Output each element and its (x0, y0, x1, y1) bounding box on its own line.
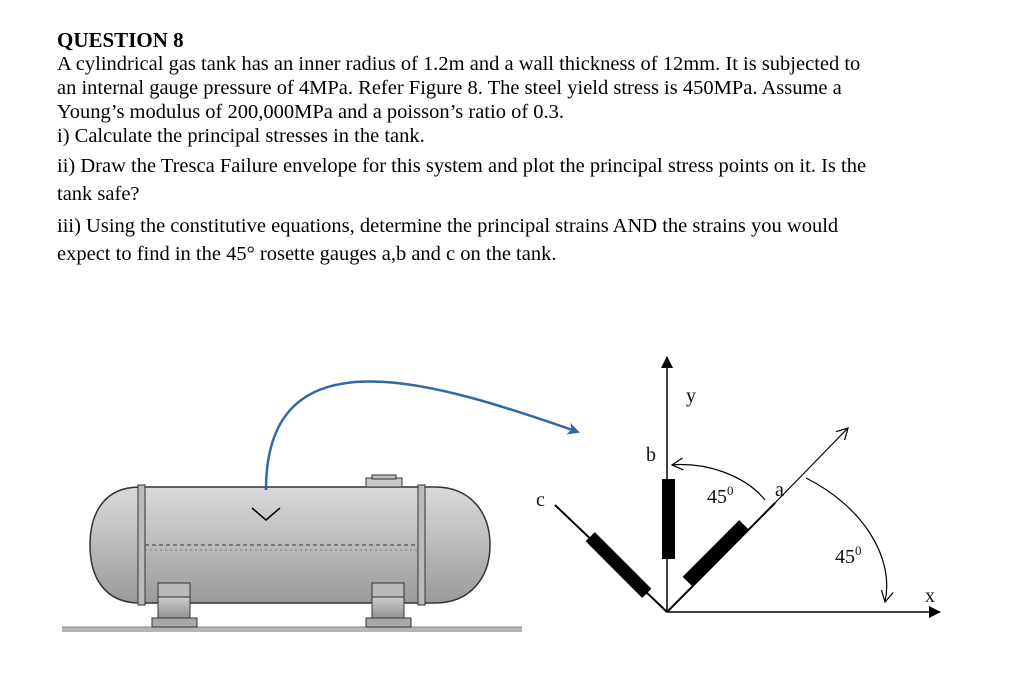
angle-1-value: 45 (707, 486, 727, 508)
gauge-a (667, 503, 775, 612)
callout-arrow (266, 381, 578, 490)
gas-tank (90, 475, 490, 605)
angle-2-superscript: 0 (855, 543, 862, 558)
principal-direction-arrow (773, 428, 848, 505)
axis-y-label: y (686, 385, 696, 407)
angle-1-superscript: 0 (727, 483, 734, 498)
question-text-line-2: an internal gauge pressure of 4MPa. Refer Figure 8. The steel yield stress is 450MPa. Assume a (57, 77, 842, 99)
question-part-i: i) Calculate the principal stresses in the tank. (57, 125, 425, 147)
question-title: QUESTION 8 (57, 28, 184, 52)
gauge-c (555, 505, 667, 612)
ground-line (62, 627, 522, 632)
gauge-c-label: c (536, 489, 545, 511)
angle-2-value: 45 (835, 546, 855, 568)
angle-1-label (707, 483, 734, 508)
question-text-line-1: A cylindrical gas tank has an inner radius of 1.2m and a wall thickness of 12mm. It is subjected to (57, 53, 861, 75)
tank-saddle-right (366, 583, 411, 627)
gauge-a-label: a (775, 479, 784, 501)
gauge-b-label: b (646, 444, 656, 466)
axis-x-label: x (925, 585, 935, 607)
question-part-iii-line-1: iii) Using the constitutive equations, determine the principal strains AND the strains you would (57, 215, 839, 237)
gauge-b (662, 479, 675, 559)
question-part-iii-line-2: expect to find in the 45° rosette gauges a,b and c on the tank. (57, 243, 557, 265)
angle-arc-2 (806, 478, 887, 602)
question-text-line-3: Young’s modulus of 200,000MPa and a poisson’s ratio of 0.3. (57, 101, 565, 123)
tank-saddle-left (152, 583, 197, 627)
angle-2-label (835, 543, 862, 568)
question-part-ii-line-2: tank safe? (57, 183, 140, 205)
question-part-ii-line-1: ii) Draw the Tresca Failure envelope for this system and plot the principal stress points on it. Is the (57, 155, 867, 177)
